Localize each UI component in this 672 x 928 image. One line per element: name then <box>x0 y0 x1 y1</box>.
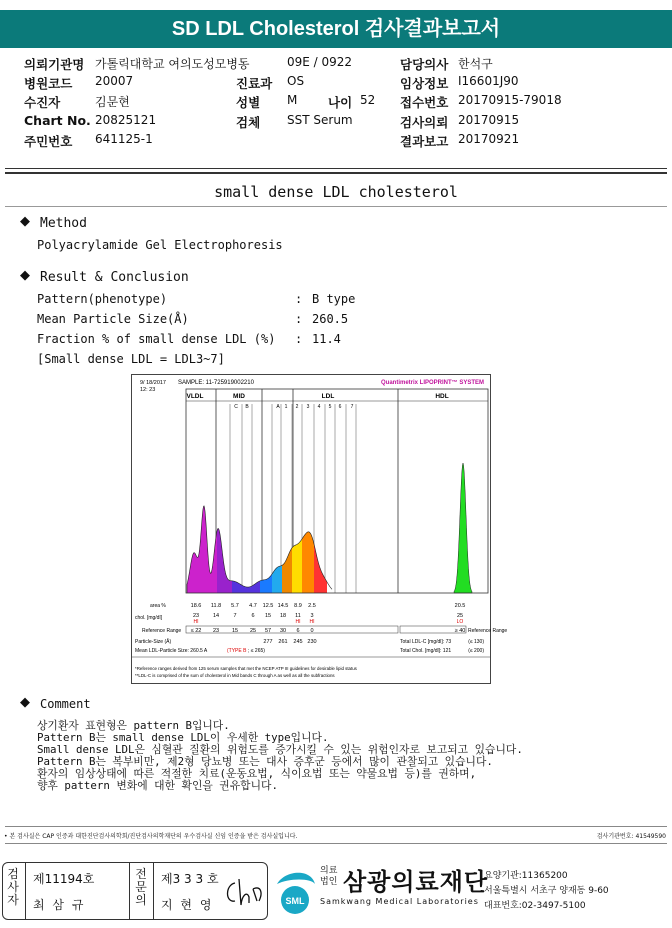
band-group-label: LDL <box>321 393 335 400</box>
band-label: A <box>276 404 280 410</box>
examiner-name: 최 삼 규 <box>33 898 86 912</box>
report-title: SD LDL Cholesterol 검사결과보고서 <box>0 10 672 48</box>
examiner-no: 제11194호 <box>33 872 95 886</box>
density-segment <box>292 539 302 593</box>
specimen-label: 검체 <box>236 115 261 130</box>
chol-value: 15 <box>264 613 272 619</box>
chart-date <box>140 380 166 393</box>
band-label: C <box>234 404 238 410</box>
specialist-no: 제3 3 3 호 <box>161 872 219 886</box>
signature-box <box>2 862 268 920</box>
total-ldl: Total LDL-C [mg/dl]: 73 <box>400 639 452 645</box>
divider-thick <box>5 172 667 174</box>
sign-divider <box>129 863 130 919</box>
area-value: 14.5 <box>277 603 289 609</box>
plot-frame <box>186 389 488 593</box>
band-label: 1 <box>284 404 288 410</box>
size-row-label: Particle-Size (Å) <box>135 639 172 645</box>
footer-divider <box>5 826 667 827</box>
org-name: 삼광의료재단 <box>343 868 489 896</box>
sex-label: 성별 <box>236 95 261 110</box>
chol-value: 3 <box>310 613 314 619</box>
total-ldl-ref: (≤ 130) <box>468 639 484 645</box>
density-segment <box>272 565 282 593</box>
hdl-peak <box>454 463 472 593</box>
ref-value: 23 <box>212 628 220 634</box>
area-value: 4.7 <box>249 603 257 609</box>
chol-flag: HI <box>295 619 301 625</box>
band-label: 3 <box>306 404 310 410</box>
id-value: 641125-1 <box>95 132 153 146</box>
chart-label: Chart No. <box>24 113 91 128</box>
band-label: B <box>245 404 249 410</box>
ref-row-label-right: Reference Range <box>468 628 508 634</box>
band-label: 2 <box>295 404 299 410</box>
chol-row-label: chol. [mg/dl] <box>135 615 162 621</box>
request-label: 검사의뢰 <box>400 115 449 130</box>
band-group-label: HDL <box>435 393 449 400</box>
chart-date-1: 9/ 18/2017 <box>140 380 166 386</box>
dept-label: 진료과 <box>236 76 273 91</box>
receipt-value: 20170915-79018 <box>458 93 562 107</box>
sign-divider <box>25 863 26 919</box>
comment-line: 환자의 임상상태에 따른 적절한 치료(운동요법, 식이요법 또는 약물요법 등)를 권하며, <box>37 767 477 780</box>
chol-value: 7 <box>233 613 237 619</box>
chart-sample: SAMPLE: 11-725919002210 <box>178 380 254 386</box>
org-english: Samkwang Medical Laboratories <box>320 897 479 906</box>
specialist-name: 지 현 영 <box>161 898 214 912</box>
chart-footnote-2: **LDL-C is comprised of the sum of cholesterol in Mid bands C through A as well as all the subfractions <box>135 673 335 678</box>
divider-thin <box>5 168 667 169</box>
chol-flag: LO <box>456 619 464 625</box>
result-sep: : <box>295 332 303 346</box>
area-value: 18.6 <box>190 603 202 609</box>
chol-value: 11 <box>295 613 301 619</box>
comment-line: 상기환자 표현형은 pattern B입니다. <box>37 719 230 732</box>
result-sep: : <box>295 312 303 326</box>
chol-value: 23 <box>192 613 200 619</box>
area-row-label: area % <box>150 603 166 609</box>
comment-line: Small dense LDL은 심혈관 질환의 위험도를 증가시킬 수 있는 위험인자로 보고되고 있습니다. <box>37 743 523 756</box>
age-value: 52 <box>360 93 376 107</box>
result-value: B type <box>312 292 356 306</box>
band-label: 5 <box>328 404 332 410</box>
sign-divider <box>153 863 154 919</box>
band-group-label: VLDL <box>186 393 204 400</box>
lipoprint-chart <box>131 374 508 684</box>
comment-body <box>37 720 657 792</box>
band-label: 4 <box>317 404 321 410</box>
ref-value: 15 <box>231 628 239 634</box>
patient-info <box>0 52 672 162</box>
diamond-icon: ◆ <box>20 214 30 229</box>
sml-logo-icon <box>271 866 319 916</box>
total-chol-ref: (≤ 200) <box>468 648 484 654</box>
band-group-label: MID <box>233 393 245 400</box>
ref-row-label: Reference Range <box>142 628 182 634</box>
ref-value: 57 <box>264 628 272 634</box>
area-value: 5.7 <box>231 603 239 609</box>
receipt-label: 접수번호 <box>400 95 449 110</box>
chol-value: 6 <box>251 613 255 619</box>
sex-value: M <box>287 93 298 107</box>
address: 서울특별시 서초구 양재동 9-60 <box>484 886 609 896</box>
area-value: 8.9 <box>294 603 302 609</box>
ref-value: 30 <box>279 628 287 634</box>
ward-value: 09E / 0922 <box>287 55 353 69</box>
doctor-label: 담당의사 <box>400 57 449 72</box>
result-note: [Small dense LDL = LDL3~7] <box>37 352 225 366</box>
area-value: 20.5 <box>454 603 466 609</box>
method-text: Polyacrylamide Gel Electrophoresis <box>37 238 283 252</box>
hospital-code-value: 20007 <box>95 74 134 88</box>
section-title: small dense LDL cholesterol <box>214 183 458 201</box>
comment-line: Pattern B는 복부비만, 제2형 당뇨병 또는 대사 증후군 등에서 많이 관찰되고 있습니다. <box>37 755 493 768</box>
clinical-label: 임상정보 <box>400 76 449 91</box>
hospital-code-label: 병원코드 <box>24 76 73 91</box>
ref-value: 6 <box>296 628 300 634</box>
density-segment <box>282 548 292 593</box>
clinical-value: I16601J90 <box>458 74 519 88</box>
size-value: 230 <box>307 639 317 645</box>
chol-flag: HI <box>309 619 315 625</box>
chart-brand: Quantimetrix LIPOPRINT™ SYSTEM <box>380 380 484 386</box>
type-b-range: ; ≤ 265) <box>248 648 265 654</box>
institution-value: 가톨릭대학교 여의도성모병동 <box>95 57 250 71</box>
density-segment <box>302 532 314 593</box>
size-value: 277 <box>263 639 273 645</box>
chol-flag: HI <box>193 619 199 625</box>
mean-size: Mean LDL-Particle Size: 260.5 A <box>135 648 208 654</box>
method-heading: Method <box>40 216 87 231</box>
ref-value: ≥ 40 <box>454 628 466 634</box>
band-label: 6 <box>338 404 342 410</box>
lipoprint-svg <box>132 375 508 683</box>
comment-line: 향후 pattern 변화에 대한 확인을 권유합니다. <box>37 779 278 792</box>
request-value: 20170915 <box>458 113 520 127</box>
footer-right: 검사기관번호: 41549590 <box>596 833 666 840</box>
age-label: 나이 <box>328 95 353 110</box>
area-value: 12.5 <box>262 603 274 609</box>
patient-value: 김문현 <box>95 95 130 109</box>
specialist-label: 전문의 <box>135 867 147 907</box>
sml-logo-text: SML <box>285 896 305 906</box>
org-prefix: 의료법인 <box>320 866 338 887</box>
result-sep: : <box>295 292 303 306</box>
diamond-icon: ◆ <box>20 695 30 710</box>
examiner-label: 검사자 <box>7 867 19 907</box>
ref-value: 25 <box>249 628 257 634</box>
footer-note: • 본 검사실은 CAP 인증과 대한진단검사의학회/진단검사의학재단의 우수검사실 신임 인증을 받은 검사실입니다. <box>4 833 298 840</box>
size-value: 245 <box>293 639 303 645</box>
result-label: Pattern(phenotype) <box>37 292 168 306</box>
chol-value: 25 <box>456 613 464 619</box>
doctor-value: 한석구 <box>458 57 493 71</box>
result-value: 11.4 <box>312 332 341 346</box>
patient-label: 수진자 <box>24 95 61 110</box>
result-label: Mean Particle Size(Å) <box>37 312 189 326</box>
comment-line: Pattern B는 small dense LDL이 우세한 type입니다. <box>37 731 329 744</box>
signature-icon <box>223 875 265 909</box>
chart-date-2: 12: 23 <box>140 387 156 393</box>
chart-value: 20825121 <box>95 113 157 127</box>
area-value: 2.5 <box>308 603 316 609</box>
institution-label: 의뢰기관명 <box>24 57 85 72</box>
chol-value: 14 <box>212 613 220 619</box>
band-label: 7 <box>350 404 354 410</box>
comment-heading: Comment <box>40 697 91 711</box>
id-label: 주민번호 <box>24 134 73 149</box>
type-b: (TYPE B <box>227 648 247 654</box>
dept-value: OS <box>287 74 305 88</box>
footer-divider-2 <box>5 843 667 844</box>
result-heading: Result & Conclusion <box>40 270 189 285</box>
result-label: Fraction % of small dense LDL (%) <box>37 332 276 346</box>
phone: 대표번호:02-3497-5100 <box>484 901 586 911</box>
area-value: 11.8 <box>210 603 222 609</box>
chart-footnote-1: *Reference ranges derived from 125 serum samples that met the NCEP ATP III guidelines for desirable lipid status <box>135 666 357 671</box>
agency-code: 요양기관:11365200 <box>484 871 568 881</box>
specimen-value: SST Serum <box>287 113 353 127</box>
total-chol: Total Chol. [mg/dl]: 121 <box>400 648 452 654</box>
report-value: 20170921 <box>458 132 520 146</box>
report-label: 결과보고 <box>400 134 449 149</box>
result-value: 260.5 <box>312 312 349 326</box>
ref-value: ≤ 22 <box>190 628 202 634</box>
diamond-icon: ◆ <box>20 268 30 283</box>
size-value: 261 <box>278 639 288 645</box>
section-underline <box>5 206 667 207</box>
ref-value: 0 <box>310 628 314 634</box>
chol-value: 18 <box>279 613 287 619</box>
